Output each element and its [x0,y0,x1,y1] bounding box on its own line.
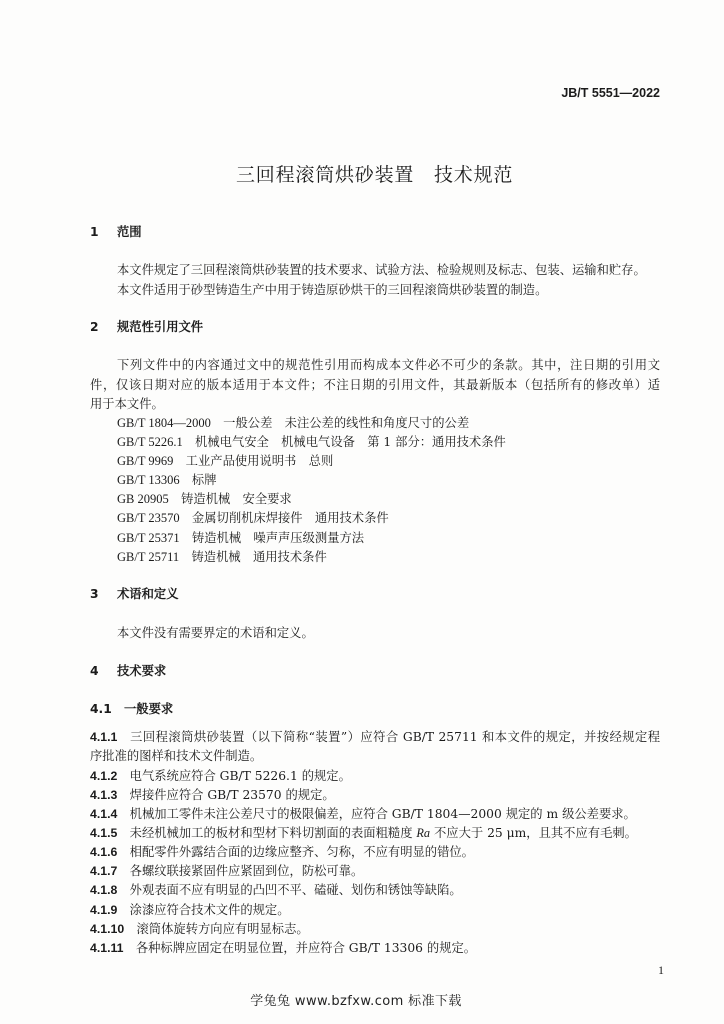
section-1-paragraph: 本文件适用于砂型铸造生产中用于铸造原砂烘干的三回程滚筒烘砂装置的制造。 [117,282,548,297]
reference-item [117,452,333,471]
clause-4-1-10 [90,920,309,939]
subsection-4-1-number: 4.1 [90,701,112,716]
reference-code: GB/T 1804—2000 [117,415,211,430]
reference-code: GB/T 25711 [117,549,180,564]
clause-4-1-9 [90,901,290,920]
page-number: 1 [658,962,664,977]
clause-4-1-1 [90,728,660,747]
reference-title: 铸造机械 噪声声压级测量方法 [191,530,365,545]
roughness-symbol: Ra [416,825,431,840]
clause-number: 4.1.10 [90,921,125,936]
clause-text: 三回程滚筒烘砂装置（以下简称“装置”）应符合 GB/T 25711 和本文件的规定，并按经规定程 [129,729,660,744]
reference-item [117,414,469,433]
section-2-number: 2 [90,319,99,334]
clause-text: 焊接件应符合 GB/T 23570 的规定。 [129,787,335,802]
section-3-number: 3 [90,586,99,601]
clause-text: 相配零件外露结合面的边缘应整齐、匀称，不应有明显的错位。 [129,844,474,859]
clause-number: 4.1.6 [90,844,118,859]
clause-number: 4.1.5 [90,825,118,840]
reference-title: 工业产品使用说明书 总则 [185,453,334,468]
clause-4-1-8 [90,881,462,900]
reference-item [117,471,217,490]
reference-title: 标牌 [191,472,217,487]
clause-4-1-6 [90,843,474,862]
clause-text: 各种标牌应固定在明显位置，并应符合 GB/T 13306 的规定。 [135,940,477,955]
section-4-heading: 技术要求 [117,663,167,678]
reference-code: GB/T 13306 [117,472,180,487]
clause-4-1-2 [90,767,351,786]
reference-title: 铸造机械 通用技术条件 [191,549,327,564]
clause-text: 外观表面不应有明显的凸凹不平、磕碰、划伤和锈蚀等缺陷。 [129,882,462,897]
section-2-intro-line: 下列文件中的内容通过文中的规范性引用而构成本文件必不可少的条款。其中，注日期的引用文 [117,357,660,372]
reference-code: GB/T 25371 [117,530,180,545]
clause-text: 涂漆应符合技术文件的规定。 [129,902,290,917]
clause-4-1-1-continuation: 序批准的图样和技术文件制造。 [90,748,263,763]
reference-title: 一般公差 未注公差的线性和角度尺寸的公差 [223,415,470,430]
clause-text: 滚筒体旋转方向应有明显标志。 [136,921,309,936]
clause-text: 各螺纹联接紧固件应紧固到位，防松可靠。 [129,863,364,878]
section-3-paragraph: 本文件没有需要界定的术语和定义。 [117,625,314,640]
subsection-4-1-heading: 一般要求 [124,701,174,716]
clause-number: 4.1.11 [90,940,124,955]
reference-code: GB/T 23570 [117,510,180,525]
section-4-number: 4 [90,663,99,678]
clause-4-1-3 [90,786,335,805]
clause-4-1-7 [90,862,363,881]
reference-item [117,433,506,452]
section-2-intro-line: 件，仅该日期对应的版本适用于本文件；不注日期的引用文件，其最新版本（包括所有的修改单）适 [90,377,660,392]
clause-4-1-5 [90,824,637,843]
section-3-heading: 术语和定义 [117,586,179,601]
clause-text: 电气系统应符合 GB/T 5226.1 的规定。 [129,768,351,783]
clause-number: 4.1.1 [90,729,118,744]
clause-number: 4.1.9 [90,902,118,917]
clause-number: 4.1.3 [90,787,118,802]
clause-number: 4.1.8 [90,882,118,897]
reference-code: GB/T 5226.1 [117,434,183,449]
reference-title: 铸造机械 安全要求 [181,491,292,506]
clause-text: 不应大于 25 μm，且其不应有毛刺。 [430,825,637,840]
section-1-heading: 范围 [117,224,142,239]
section-2-heading: 规范性引用文件 [117,319,204,334]
clause-number: 4.1.7 [90,863,118,878]
clause-number: 4.1.2 [90,768,118,783]
reference-title: 机械电气安全 机械电气设备 第 1 部分：通用技术条件 [195,434,506,449]
clause-4-1-4 [90,805,636,824]
document-title: 三回程滚筒烘砂装置 技术规范 [236,164,514,186]
reference-title: 金属切削机床焊接件 通用技术条件 [191,510,389,525]
clause-number: 4.1.4 [90,806,118,821]
section-1-paragraph: 本文件规定了三回程滚筒烘砂装置的技术要求、试验方法、检验规则及标志、包装、运输和贮存。 [117,262,646,277]
clause-4-1-11 [90,939,476,958]
reference-item [117,490,292,509]
section-1-number: 1 [90,224,99,239]
clause-text: 未经机械加工的板材和型材下料切割面的表面粗糙度 [129,825,417,840]
footer-watermark: 学兔兔 www.bzfxw.com 标准下载 [250,993,462,1009]
section-2-intro-line: 用于本文件。 [90,396,164,411]
reference-item [117,529,364,548]
reference-item [117,509,389,528]
clause-text: 机械加工零件未注公差尺寸的极限偏差，应符合 GB/T 1804—2000 规定的 m 级公差要求。 [129,806,636,821]
reference-code: GB/T 9969 [117,453,174,468]
reference-code: GB 20905 [117,491,169,506]
reference-item [117,548,327,567]
document-code: JB/T 5551—2022 [561,85,660,100]
